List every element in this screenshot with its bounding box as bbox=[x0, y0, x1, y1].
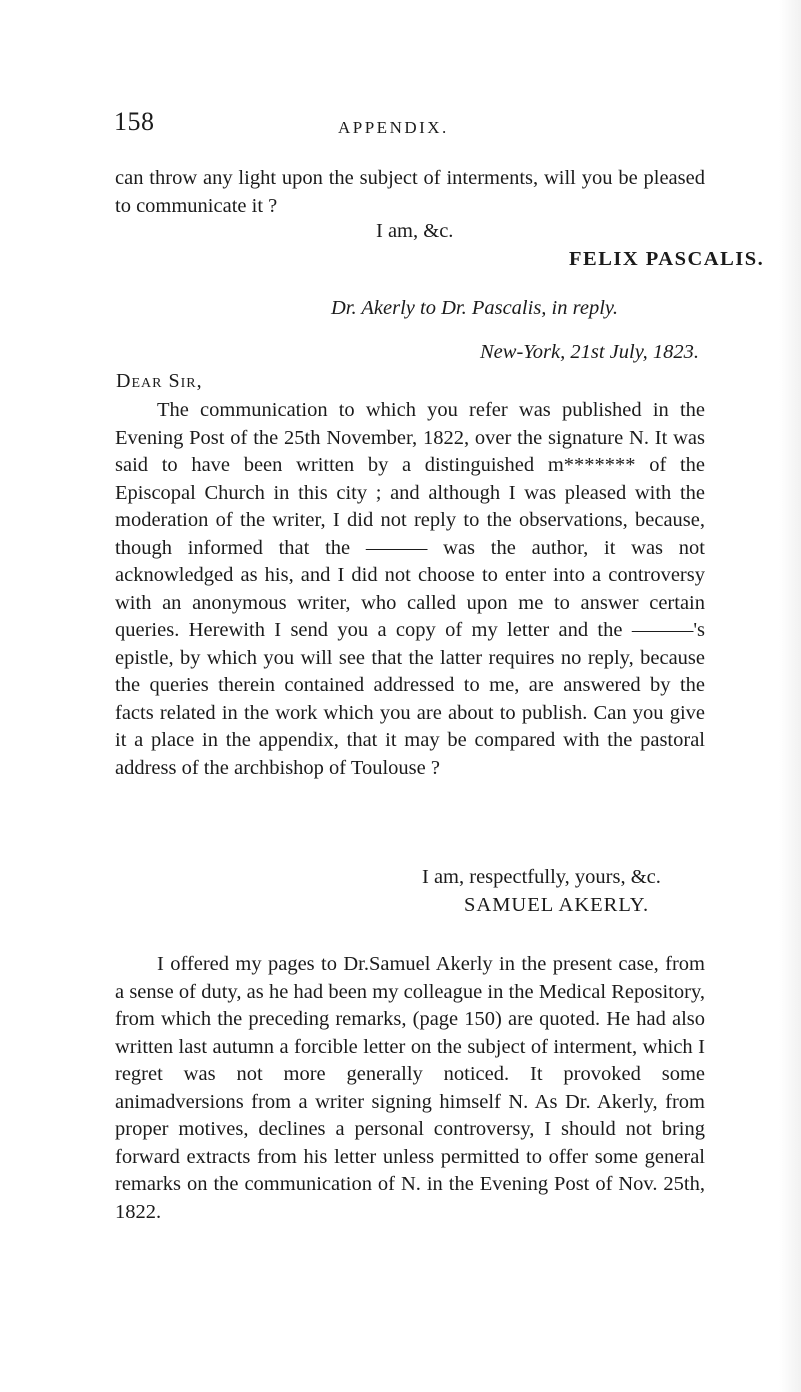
letter1-body: can throw any light upon the subject of interments, will you be pleased to communicate it ? bbox=[115, 167, 705, 217]
page-number: 158 bbox=[114, 107, 155, 136]
letter1-signature: FELIX PASCALIS. bbox=[569, 248, 765, 270]
running-head: APPENDIX. bbox=[338, 118, 449, 137]
letter2-body: The communication to which you refer was published in the Evening Post of the 25th November, 1822, over the signature N. It was said to have been written by a distinguished m******* of the Episcopal Church in this city ; and although I was pleased with the moderation of the writer, I did not reply to the observations, because, though informed that the ——— was the author, it was not acknowledged as his, and I did not choose to enter into a controversy with an anonymous writer, who called upon me to answer certain queries. Herewith I send you a copy of my letter and the ———'s epistle, by which you will see that the latter requires no reply, because the queries therein contained addressed to me, are answered by the facts related in the work which you are about to publish. Can you give it a place in the appendix, that it may be compared with the pastoral address of the archbishop of Toulouse ? bbox=[115, 399, 705, 779]
letter2-salutation: Dear Sir, bbox=[116, 370, 203, 392]
page-header bbox=[114, 107, 714, 147]
letter2-closing: I am, respectfully, yours, &c. bbox=[422, 866, 661, 888]
page-edge-shadow bbox=[779, 0, 801, 1392]
letter2-dateline: New-York, 21st July, 1823. bbox=[480, 341, 700, 363]
letter1-closing: I am, &c. bbox=[376, 220, 454, 242]
letter2-signature: SAMUEL AKERLY. bbox=[464, 894, 650, 916]
letter2-heading: Dr. Akerly to Dr. Pascalis, in reply. bbox=[331, 297, 618, 319]
commentary-paragraph: I offered my pages to Dr.Samuel Akerly in the present case, from a sense of duty, as he had been my colleague in the Medical Repository, from which the preceding remarks, (page 150) are quoted. He had also written last autumn a forcible letter on the subject of interment, which I regret was not more generally noticed. It provoked some animadversions from a writer signing himself N. As Dr. Akerly, from proper motives, declines a personal controversy, I should not bring forward extracts from his letter unless permitted to offer some general remarks on the communication of N. in the Evening Post of Nov. 25th, 1822. bbox=[115, 953, 705, 1223]
